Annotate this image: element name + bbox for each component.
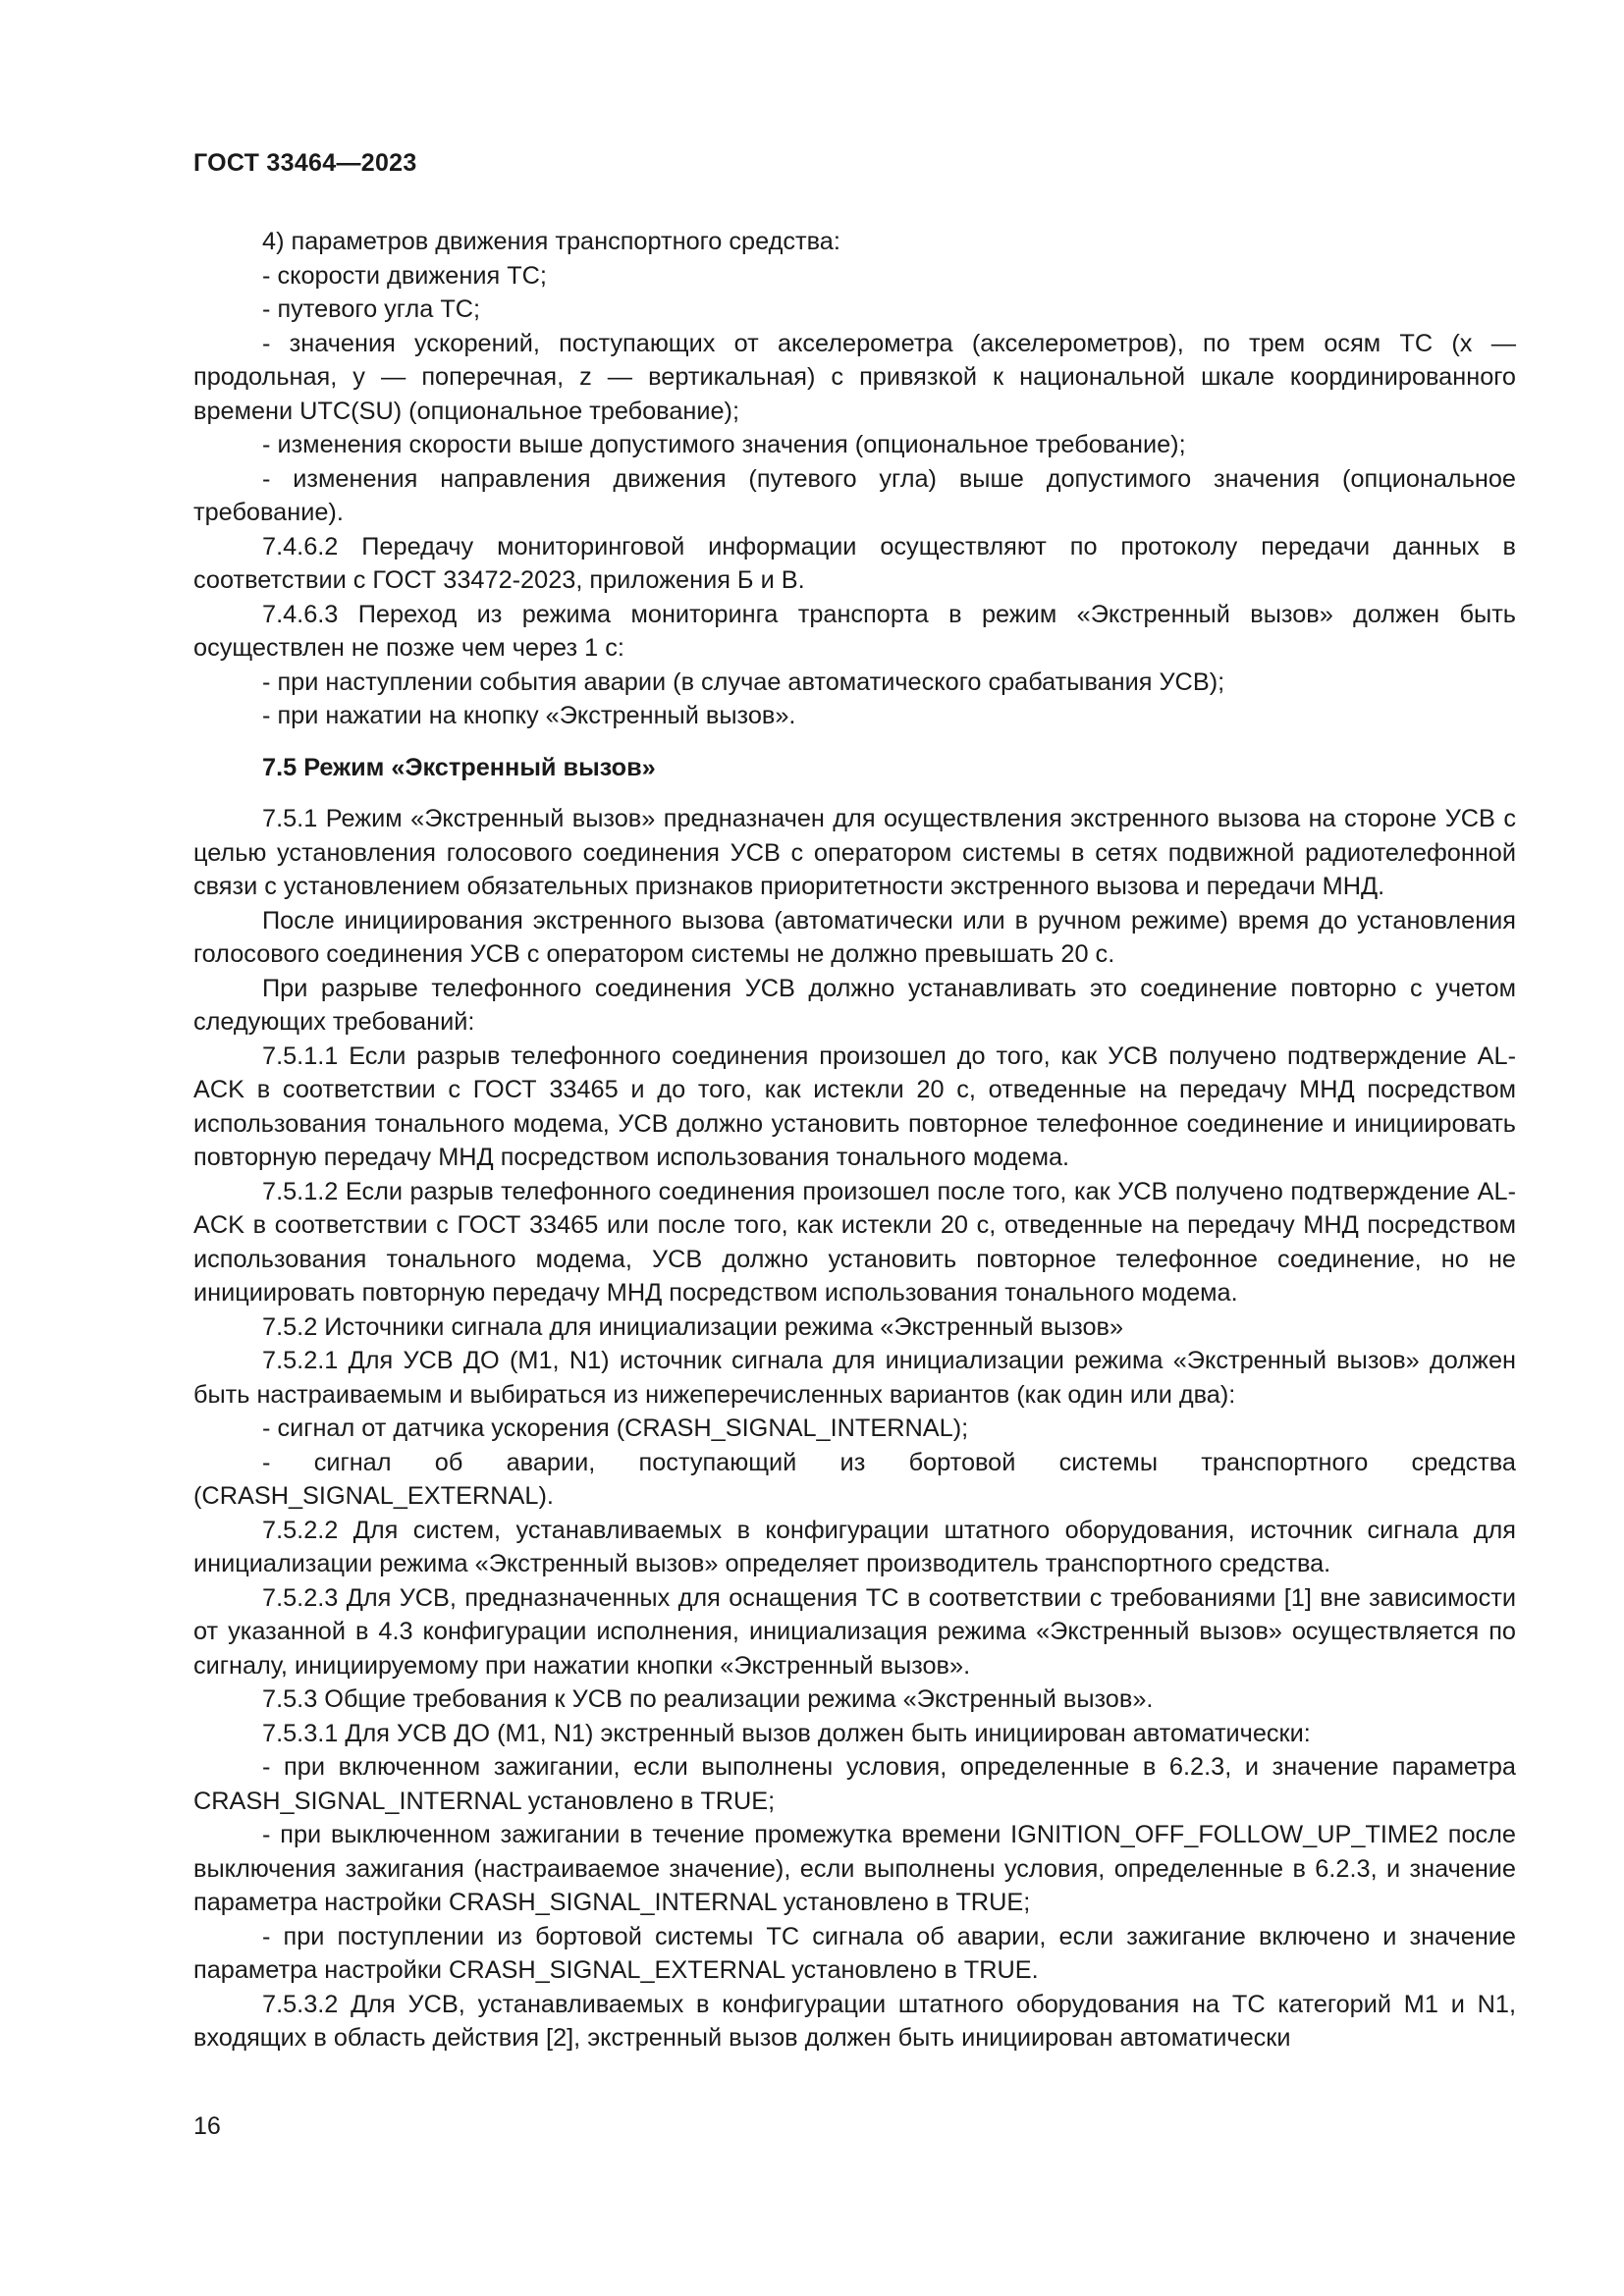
paragraph: 7.5.2 Источники сигнала для инициализации режима «Экстренный вызов» [262,1312,1124,1341]
paragraph: 7.5.1.2 Если разрыв телефонного соединения произошел после того, как УСВ получено подтверждение AL-ACK в соответствии с ГОСТ 33465 или после того, как истекли 20 с, отведенные на передачу МНД посредством использования тонального модема, УСВ должно установить повторное телефонное соединение, но не инициировать повторную передачу МНД посредством использования тонального модема. [193,1177,1516,1307]
paragraph: - изменения направления движения (путевого угла) выше допустимого значения (опциональное требование). [193,464,1516,526]
paragraph: 7.5.1 Режим «Экстренный вызов» предназначен для осуществления экстренного вызова на стороне УСВ с целью установления голосового соединения УСВ с оператором системы в сетях подвижной радиотелефонной связи с установлением обязательных признаков приоритетности экстренного вызова и передачи МНД. [193,805,1516,900]
section-heading: 7.5 Режим «Экстренный вызов» [262,753,656,781]
paragraph: - при поступлении из бортовой системы ТС сигнала об аварии, если зажигание включено и значение параметра настройки CRASH_SIGNAL_EXTERNAL установлено в TRUE. [193,1922,1516,1984]
paragraph: - значения ускорений, поступающих от акселерометра (акселерометров), по трем осям ТС (x — продольная, y — поперечная, z — вертикальная) с привязкой к национальной шкале координированного времени UTC(SU) (опциональное требование); [193,329,1516,425]
paragraph: 7.5.3.2 Для УСВ, устанавливаемых в конфигурации штатного оборудования на ТС категорий M1 и N1, входящих в область действия [2], экстренный вызов должен быть инициирован автоматически [193,1990,1516,2052]
document-body [193,225,1516,2056]
paragraph: - при нажатии на кнопку «Экстренный вызов». [262,702,796,729]
page-number: 16 [193,2112,221,2140]
paragraph: - при наступлении события аварии (в случае автоматического срабатывания УСВ); [262,667,1225,696]
paragraph: 7.5.3 Общие требования к УСВ по реализации режима «Экстренный вызов». [262,1685,1154,1713]
paragraph: 4) параметров движения транспортного средства: [262,228,840,255]
paragraph: При разрыве телефонного соединения УСВ должно устанавливать это соединение повторно с учетом следующих требований: [193,974,1516,1036]
paragraph: 7.5.1.1 Если разрыв телефонного соединения произошел до того, как УСВ получено подтверждение AL-ACK в соответствии с ГОСТ 33465 и до того, как истекли 20 с, отведенные на передачу МНД посредством использования тонального модема, УСВ должно установить повторное телефонное соединение и инициировать повторную передачу МНД посредством использования тонального модема. [193,1041,1516,1171]
document-header: ГОСТ 33464—2023 [193,149,417,177]
paragraph: - изменения скорости выше допустимого значения (опциональное требование); [262,431,1186,458]
paragraph: - при выключенном зажигании в течение промежутка времени IGNITION_OFF_FOLLOW_UP_TIME2 после выключения зажигания (настраиваемое значение), если выполнены условия, определенные в 6.2.3, и значение параметра настройки CRASH_SIGNAL_INTERNAL установлено в TRUE; [193,1821,1516,1916]
paragraph: - сигнал об аварии, поступающий из бортовой системы транспортного средства (CRASH_SIGNAL_EXTERNAL). [193,1448,1516,1510]
paragraph: 7.5.2.1 Для УСВ ДО (M1, N1) источник сигнала для инициализации режима «Экстренный вызов» должен быть настраиваемым и выбираться из нижеперечисленных вариантов (как один или два): [193,1347,1516,1409]
paragraph: - скорости движения ТС; [262,261,547,290]
paragraph: 7.4.6.3 Переход из режима мониторинга транспорта в режим «Экстренный вызов» должен быть осуществлен не позже чем через 1 с: [193,600,1516,662]
paragraph: - сигнал от датчика ускорения (CRASH_SIGNAL_INTERNAL); [262,1415,969,1442]
paragraph: - путевого угла ТС; [262,295,481,323]
paragraph: 7.5.2.2 Для систем, устанавливаемых в конфигурации штатного оборудования, источник сигнала для инициализации режима «Экстренный вызов» определяет производитель транспортного средства. [193,1516,1516,1577]
paragraph: 7.5.3.1 Для УСВ ДО (M1, N1) экстренный вызов должен быть инициирован автоматически: [262,1719,1311,1747]
paragraph: После инициирования экстренного вызова (автоматически или в ручном режиме) время до установления голосового соединения УСВ с оператором системы не должно превышать 20 с. [193,906,1516,968]
paragraph: 7.5.2.3 Для УСВ, предназначенных для оснащения ТС в соответствии с требованиями [1] вне зависимости от указанной в 4.3 конфигурации исполнения, инициализация режима «Экстренный вызов» осуществляется по сигналу, инициируемому при нажатии кнопки «Экстренный вызов». [193,1583,1516,1680]
paragraph: 7.4.6.2 Передачу мониторинговой информации осуществляют по протоколу передачи данных в соответствии с ГОСТ 33472-2023, приложения Б и В. [193,532,1516,594]
paragraph: - при включенном зажигании, если выполнены условия, определенные в 6.2.3, и значение параметра CRASH_SIGNAL_INTERNAL установлено в TRUE; [193,1753,1516,1815]
